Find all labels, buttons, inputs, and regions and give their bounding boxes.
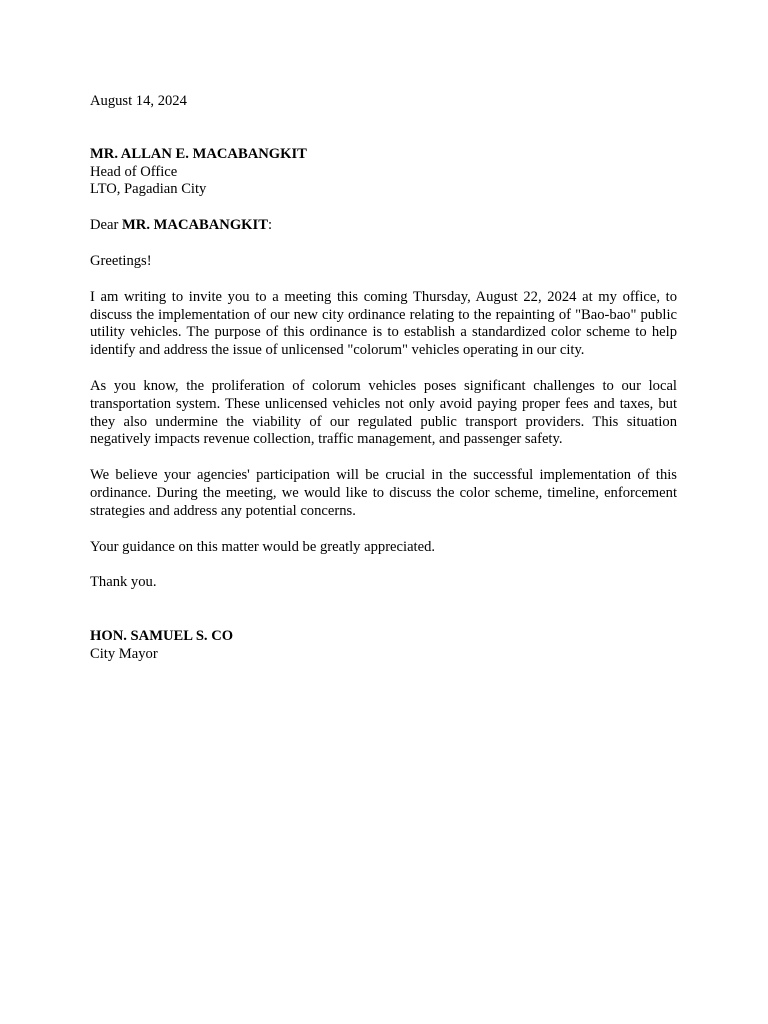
salutation-name: MR. MACABANGKIT [122, 217, 268, 234]
signatory-name: HON. SAMUEL S. CO [90, 628, 234, 645]
recipient-title: Head of Office [90, 163, 178, 180]
body-paragraph-3: We believe your agencies' participation will be crucial in the successful implementation of this ordinance. During the meeting, we would like to discuss the color scheme, timeline, enforcement strategies and address any potential concerns. [90, 467, 677, 519]
recipient-name: MR. ALLAN E. MACABANGKIT [90, 145, 307, 162]
salutation [90, 217, 677, 235]
greeting: Greetings! [90, 252, 152, 269]
body-paragraph-4: Your guidance on this matter would be greatly appreciated. [90, 538, 436, 555]
closing: Thank you. [90, 574, 157, 591]
recipient-office: LTO, Pagadian City [90, 181, 207, 198]
spacer [90, 449, 677, 467]
letter [90, 93, 677, 664]
spacer [90, 199, 677, 217]
spacer [90, 111, 677, 146]
spacer [90, 360, 677, 378]
body-paragraph-2: As you know, the proliferation of colorum vehicles poses significant challenges to our local transportation system. These unlicensed vehicles not only avoid paying proper fees and taxes, but they also undermine the viability of our regulated public transport providers. This situation negatively impacts revenue collection, traffic management, and passenger safety. [90, 377, 677, 448]
spacer [90, 592, 677, 628]
salutation-suffix: : [267, 217, 273, 234]
spacer [90, 556, 677, 574]
spacer [90, 235, 677, 253]
signatory-title: City Mayor [90, 645, 158, 662]
body-paragraph-1: I am writing to invite you to a meeting this coming Thursday, August 22, 2024 at my office, to discuss the implementation of our new city ordinance relating to the repainting of "Bao-bao" public utility vehicles. The purpose of this ordinance is to establish a standardized color scheme to help identify and address the issue of unlicensed "colorum" vehicles operating in our city. [90, 288, 677, 359]
letter-date: August 14, 2024 [90, 93, 187, 109]
salutation-prefix: Dear [90, 217, 123, 234]
spacer [90, 521, 677, 539]
spacer [90, 271, 677, 289]
